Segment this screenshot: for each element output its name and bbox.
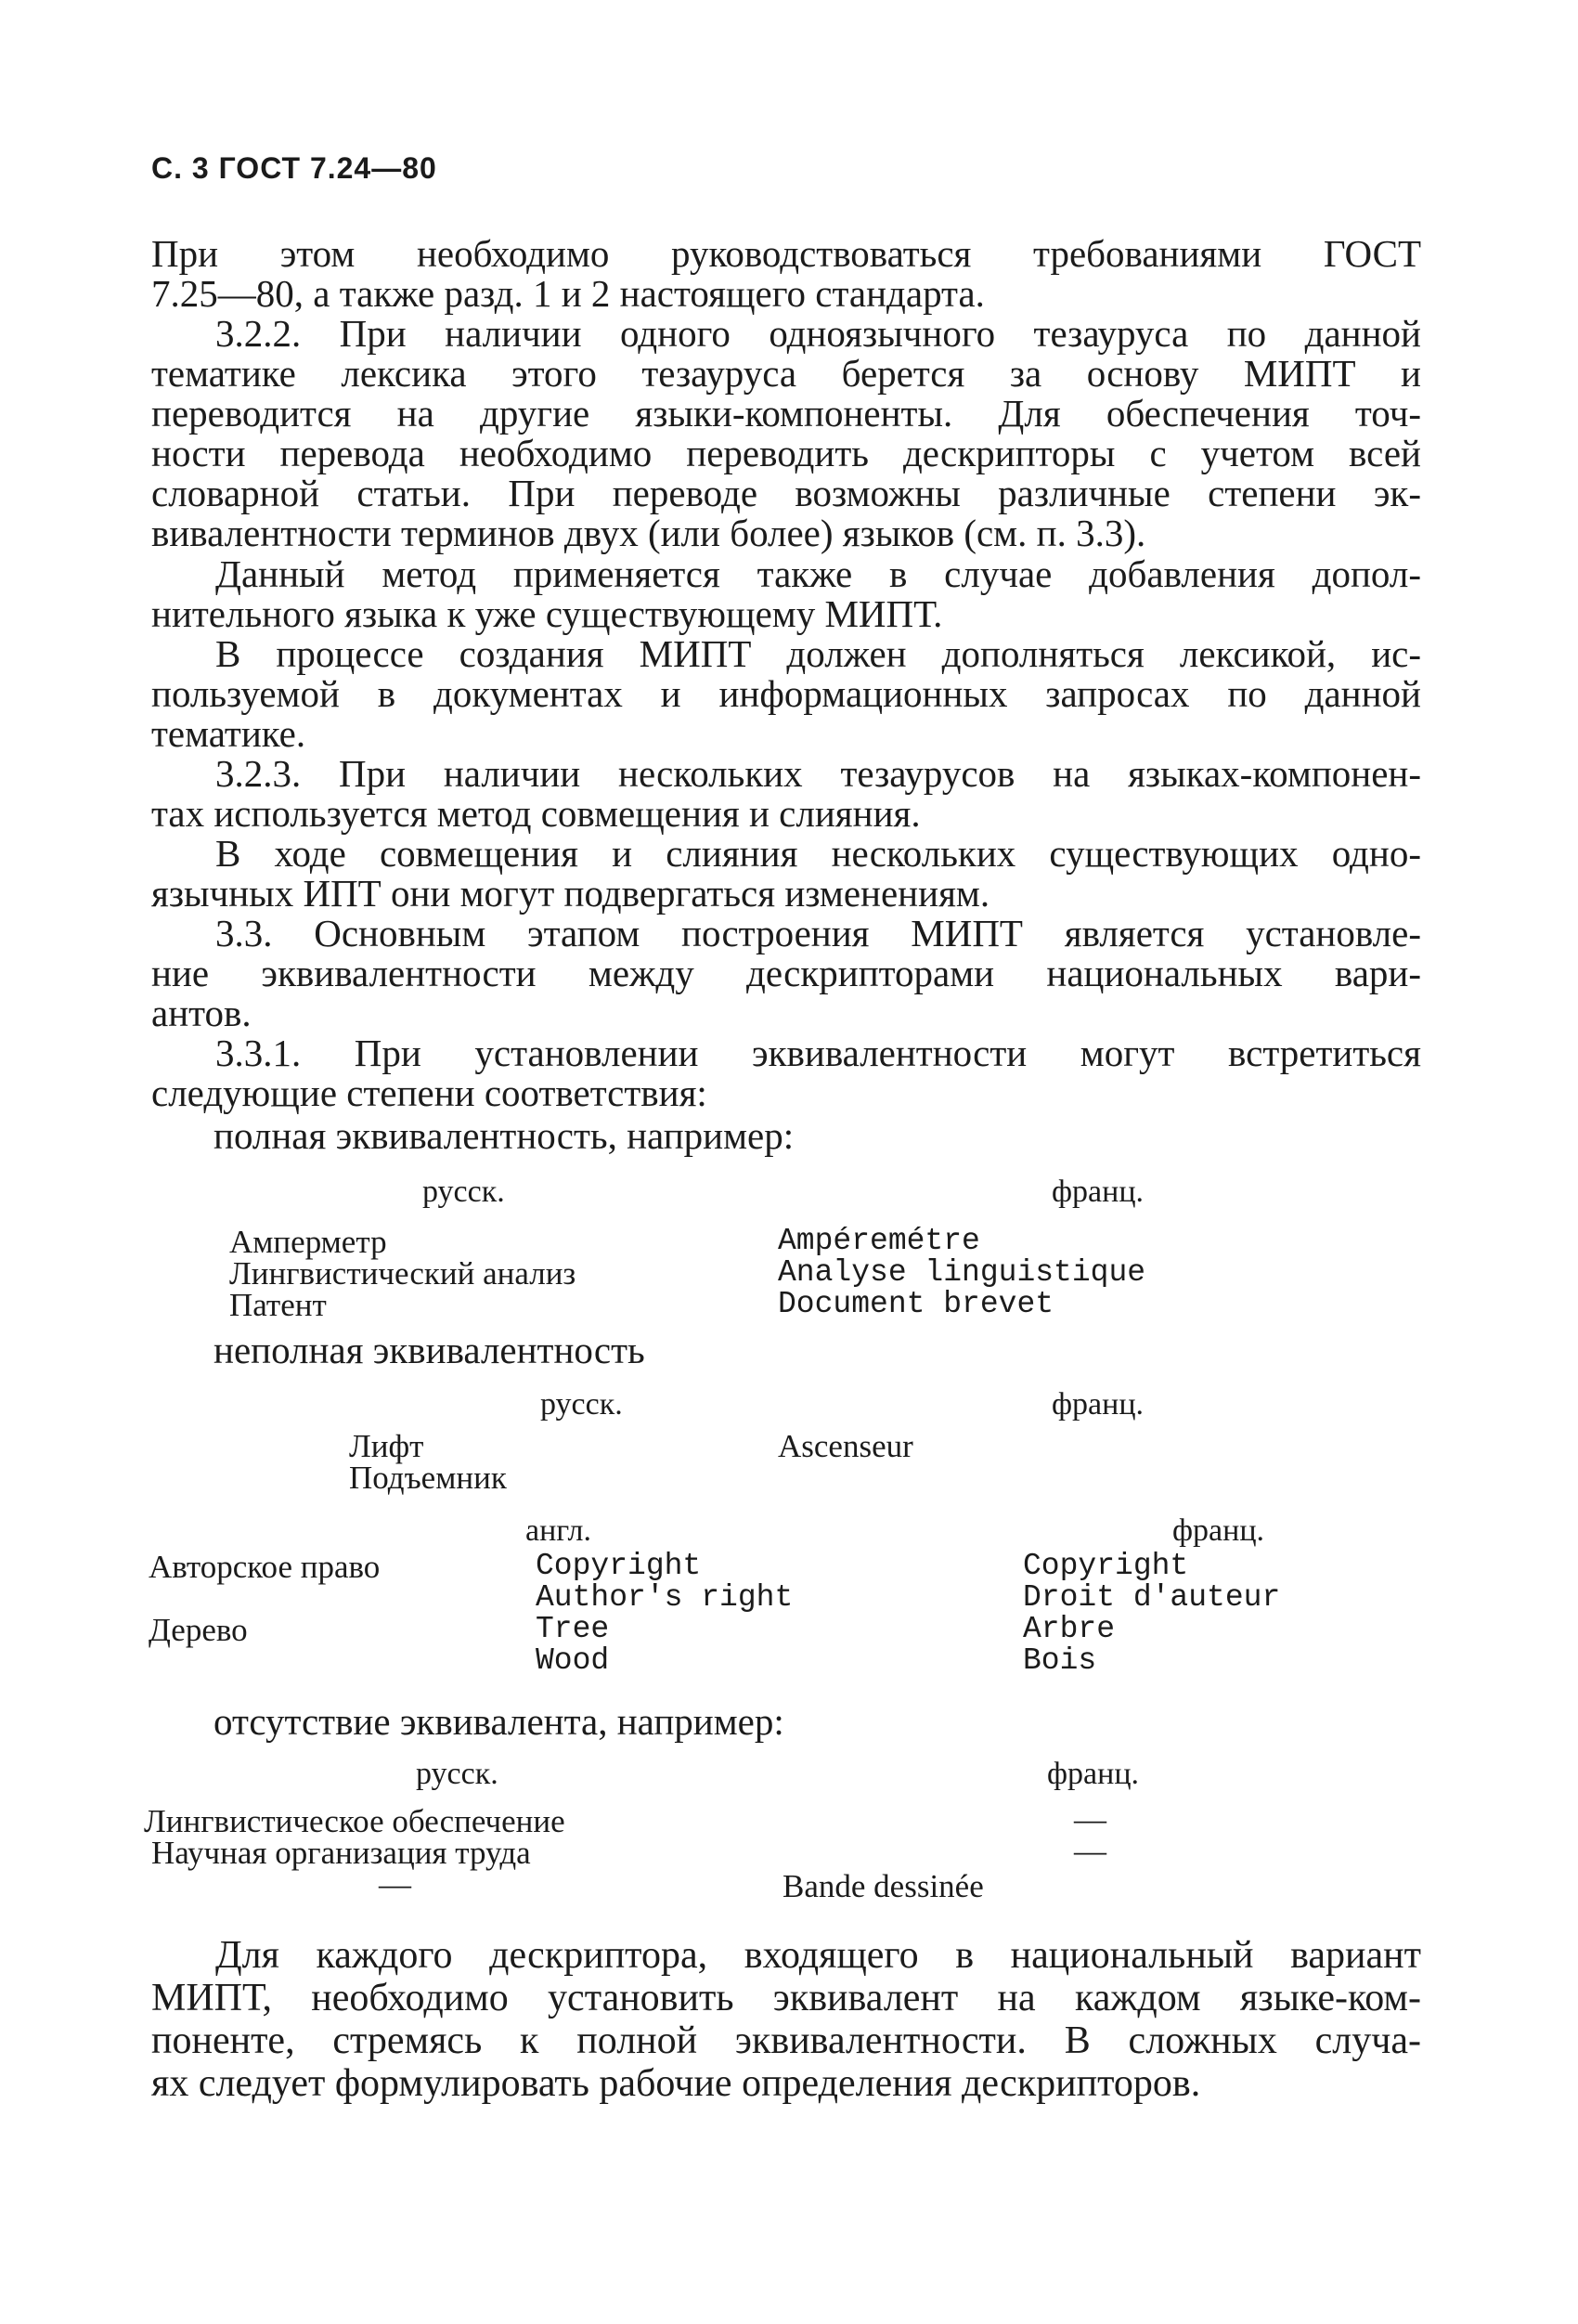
term-ru: Лингвистическое обеспечение [144,1803,565,1839]
term-fr: Ampéremétre [778,1224,980,1258]
paragraph-line: тематике. [151,712,306,755]
paragraph-line: ях следует формулировать рабочие определения дескрипторов. [151,2062,1201,2105]
term-ru: Лифт [349,1428,424,1464]
paragraph-line: 3.2.3. При наличии нескольких тезаурусов на языках-компонен- [215,752,1421,795]
column-header-russian: русск. [422,1175,505,1209]
term-en: Copyright [536,1549,702,1583]
paragraph-line: 7.25—80, а также разд. 1 и 2 настоящего стандарта. [151,272,985,315]
term-ru: Авторское право [149,1549,381,1585]
paragraph-line: МИПТ, необходимо установить эквивалент на каждом языке-ком- [151,1977,1421,2019]
section-heading-no-equivalent: отсутствие эквивалента, например: [213,1700,784,1743]
section-heading-partial-equivalence: неполная эквивалентность [213,1329,645,1371]
column-header-russian: русск. [540,1387,623,1422]
term-fr: Analyse linguistique [778,1255,1146,1290]
term-fr: Arbre [1023,1612,1116,1646]
term-ru: Дерево [149,1612,248,1648]
paragraph-line: антов. [151,992,252,1034]
paragraph-line: нительного языка к уже существующему МИПТ. [151,592,943,635]
paragraph-line: Для каждого дескриптора, входящего в национальный вариант [215,1934,1421,1977]
em-dash: — [1074,1833,1106,1869]
paragraph-line: 3.2.2. При наличии одного одноязычного тезауруса по данной [215,312,1421,355]
em-dash: — [379,1866,411,1902]
column-header-english: англ. [525,1513,591,1548]
term-en: Author's right [536,1580,794,1615]
paragraph-line: тах используется метод совмещения и слияния. [151,792,921,835]
term-fr: Bande dessinée [783,1868,984,1904]
paragraph-line: пользуемой в документах и информационных запросах по данной [151,672,1421,715]
term-fr: Document brevet [778,1287,1054,1321]
paragraph-line: вивалентности терминов двух (или более) языков (см. п. 3.3). [151,512,1146,554]
column-header-french: франц. [1172,1513,1265,1548]
paragraph-line: ние эквивалентности между дескрипторами национальных вари- [151,952,1421,994]
term-ru: Научная организация труда [151,1835,531,1871]
term-en: Wood [536,1643,610,1678]
term-ru: Подъемник [349,1460,507,1496]
paragraph-line: При этом необходимо руководствоваться требованиями ГОСТ [151,232,1421,275]
term-ru: Патент [229,1287,327,1323]
column-header-french: франц. [1052,1387,1145,1422]
term-en: Tree [536,1612,610,1646]
term-fr: Ascenseur [778,1428,913,1464]
column-header-russian: русск. [416,1757,498,1791]
paragraph-line: язычных ИПТ они могут подвергаться изменениям. [151,872,990,915]
term-fr: Bois [1023,1643,1097,1678]
paragraph-line: тематике лексика этого тезауруса берется за основу МИПТ и [151,352,1421,395]
column-header-french: франц. [1047,1757,1140,1791]
term-fr: Droit d'auteur [1023,1580,1281,1615]
paragraph-line: 3.3. Основным этапом построения МИПТ является установле- [215,912,1421,954]
term-ru: Лингвистический анализ [229,1255,576,1292]
page-header: С. 3 ГОСТ 7.24—80 [151,151,437,185]
paragraph-line: ности перевода необходимо переводить дескрипторы с учетом всей [151,432,1421,474]
section-heading-full-equivalence: полная эквивалентность, например: [213,1114,795,1157]
paragraph-line: поненте, стремясь к полной эквивалентности. В сложных случа- [151,2019,1421,2062]
paragraph-line: Данный метод применяется также в случае добавления допол- [215,552,1421,595]
paragraph-line: словарной статьи. При переводе возможны различные степени эк- [151,472,1421,514]
paragraph-line: следующие степени соответствия: [151,1071,707,1114]
column-header-french: франц. [1052,1175,1145,1209]
paragraph-line: переводится на другие языки-компоненты. Для обеспечения точ- [151,392,1421,435]
paragraph-line: В ходе совмещения и слияния нескольких существующих одно- [215,832,1421,875]
paragraph-line: В процессе создания МИПТ должен дополняться лексикой, ис- [215,632,1421,675]
term-fr: Copyright [1023,1549,1189,1583]
em-dash: — [1074,1801,1106,1837]
paragraph-line: 3.3.1. При установлении эквивалентности могут встретиться [215,1032,1421,1074]
term-ru: Амперметр [229,1224,387,1260]
